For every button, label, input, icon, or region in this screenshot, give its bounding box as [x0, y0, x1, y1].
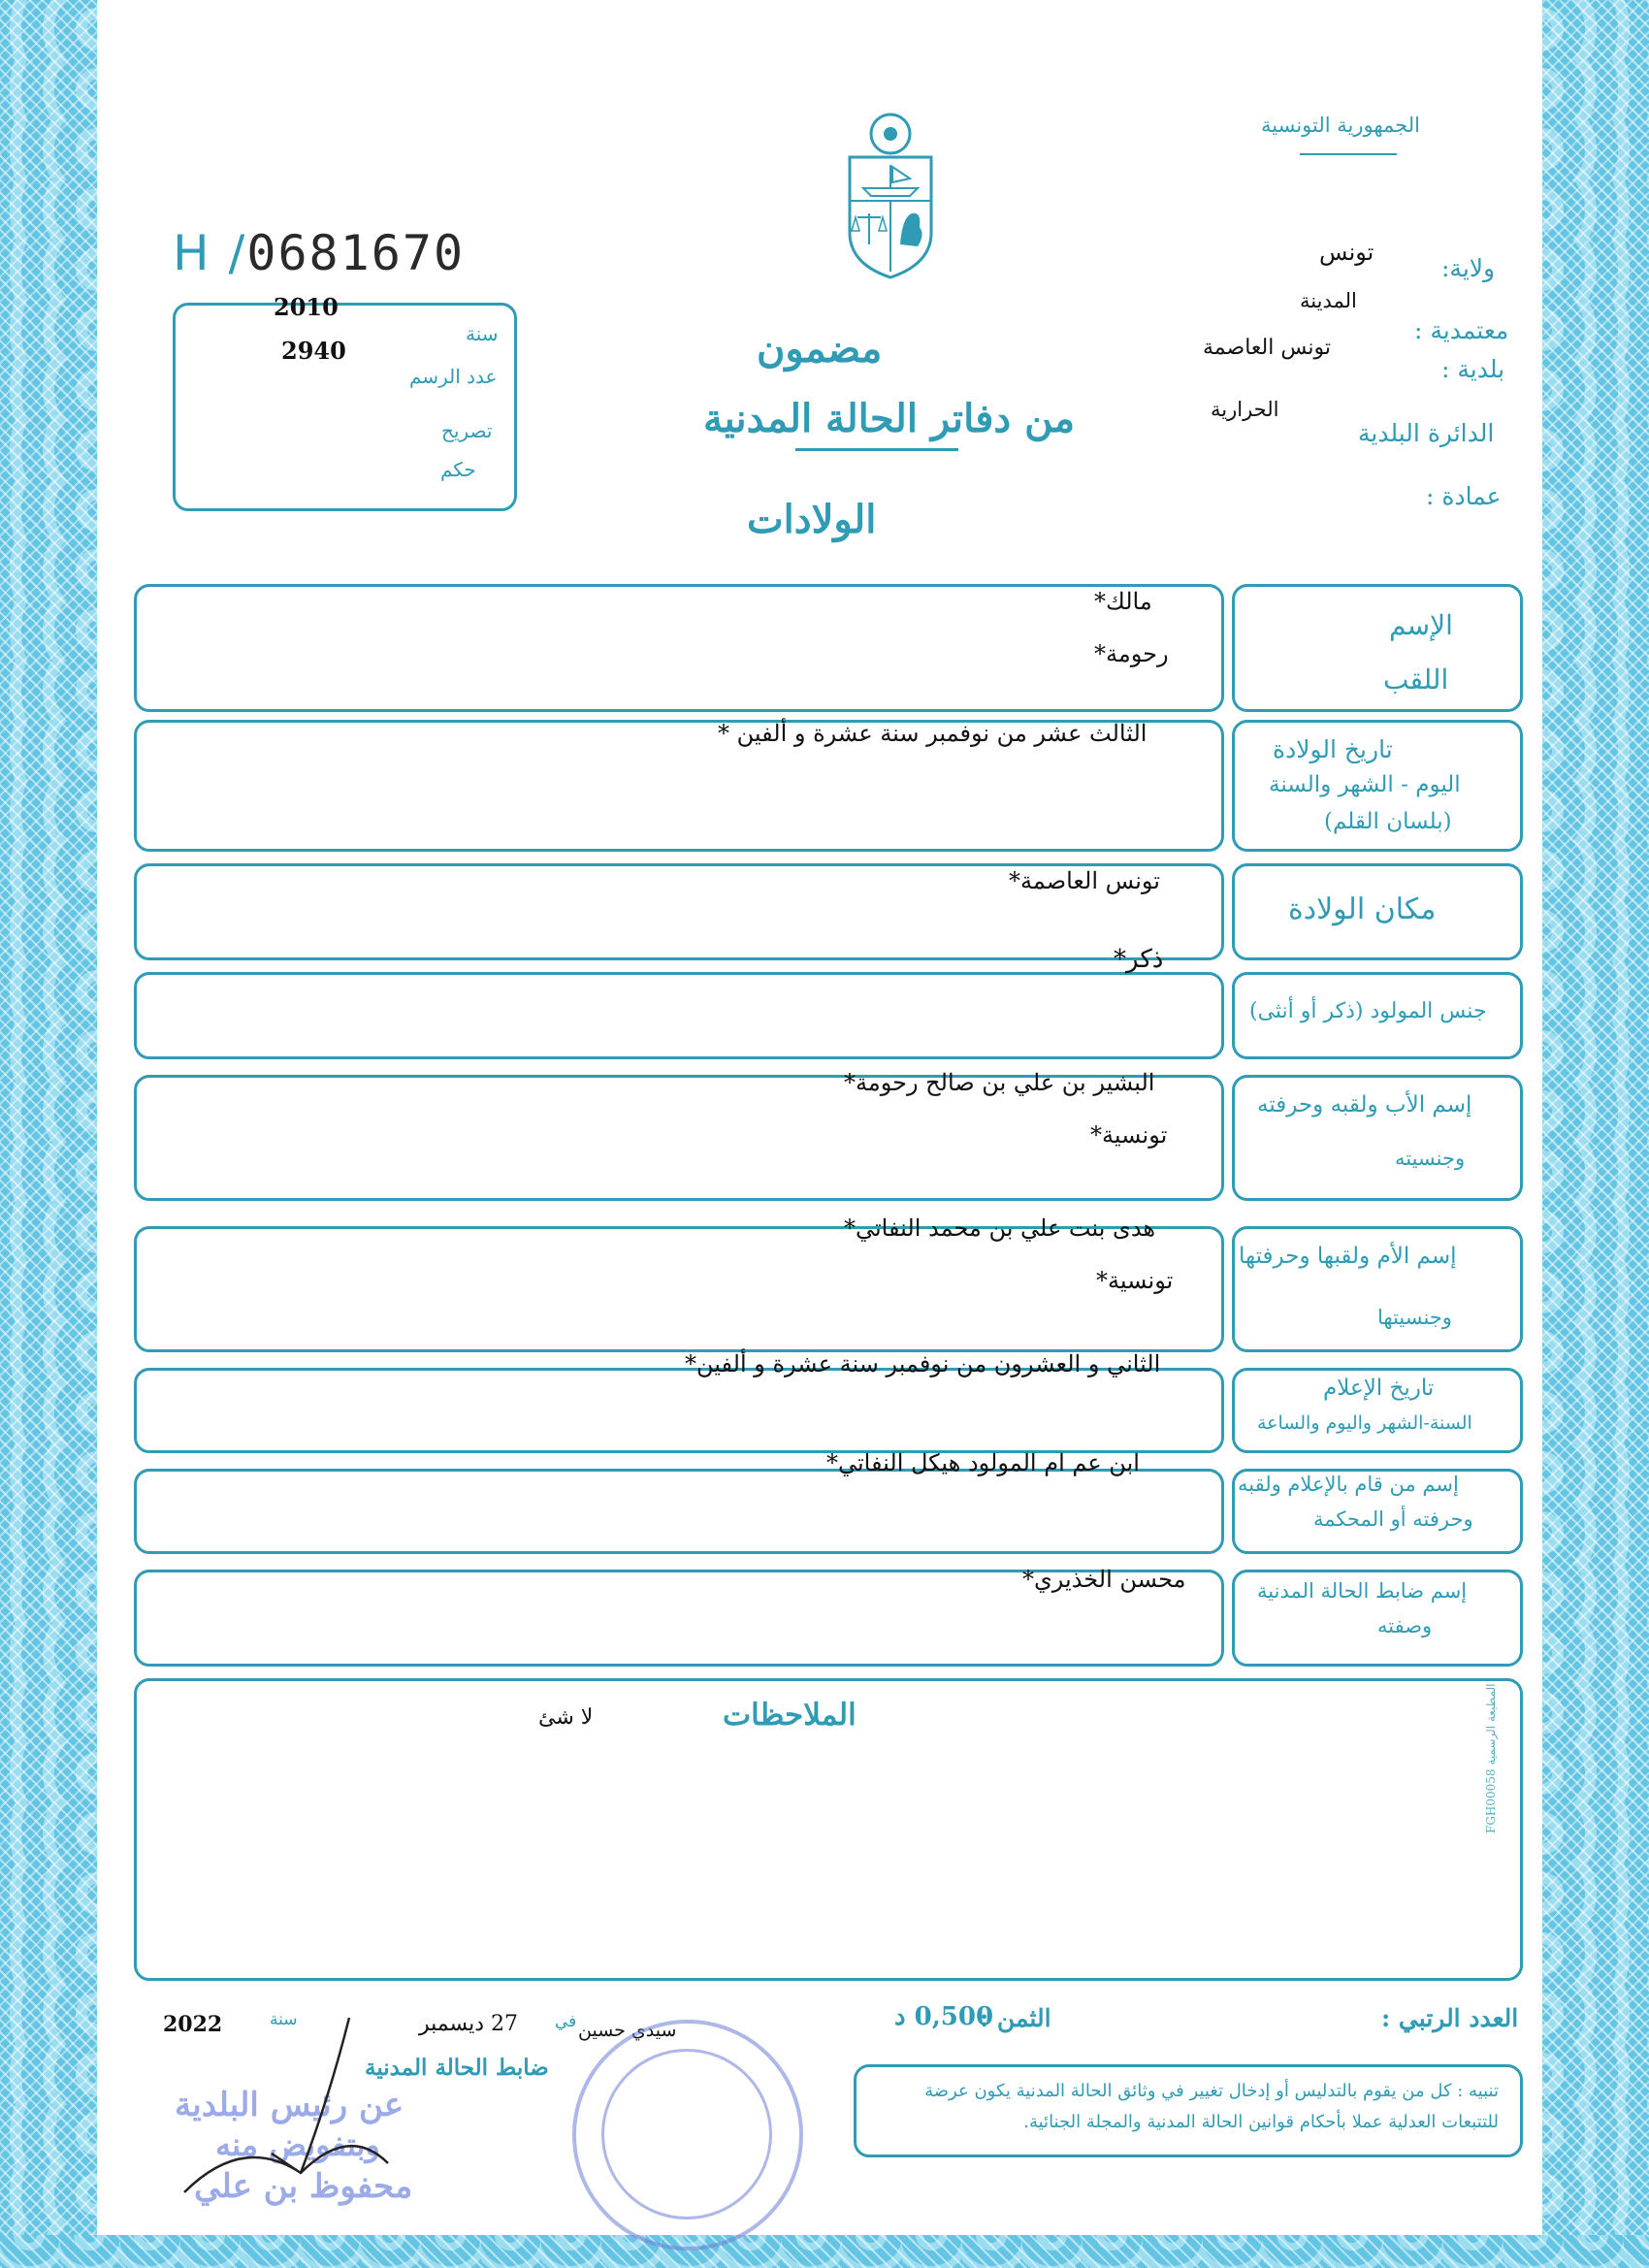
declaration-date-value-box — [134, 1368, 1224, 1453]
title-underline — [795, 448, 958, 451]
sector-label: عمادة : — [1426, 482, 1502, 510]
declaration-date-value: الثاني و العشرون من نوفمبر سنة عشرة و ألفين* — [685, 1350, 1161, 1377]
birth-date-value: الثالث عشر من نوفمبر سنة عشرة و ألفين * — [718, 720, 1148, 747]
name-value-box — [134, 584, 1224, 712]
footer-date-prefix: في — [555, 2012, 577, 2031]
serial-value: 0681670 — [246, 225, 466, 281]
country-underline — [1300, 153, 1397, 155]
title-content: مضمون — [757, 326, 883, 372]
governorate-label: ولاية: — [1441, 254, 1496, 282]
round-stamp — [572, 2020, 803, 2251]
footer-year-value: 2022 — [163, 2012, 223, 2037]
birth-place-label: مكان الولادة — [1288, 892, 1437, 926]
notes-value: لا شئ — [538, 1705, 594, 1730]
footer-officer-title: ضابط الحالة المدنية — [365, 2055, 549, 2081]
father-nationality: تونسية* — [1090, 1121, 1168, 1149]
officer-value: محسن الخذيري* — [1022, 1566, 1186, 1593]
registry-declaration-label: تصريح — [441, 419, 493, 442]
coat-of-arms-icon — [842, 109, 939, 281]
registry-year-label: سنة — [466, 322, 499, 345]
father-value: البشير بن علي بن صالح رحومة* — [844, 1069, 1155, 1096]
registry-number-label: عدد الرسم — [409, 365, 498, 388]
father-label-2: وجنسيته — [1395, 1147, 1466, 1170]
printer-mark: المطبعة الرسمية FGH00058 — [1484, 1683, 1498, 1833]
title-registers: من دفاتر الحالة المدنية — [703, 396, 1075, 441]
declaration-date-label-1: تاريخ الإعلام — [1323, 1376, 1435, 1401]
mother-label-1: إسم الأم ولقبها وحرفتها — [1239, 1244, 1457, 1269]
delegation-value: المدينة — [1300, 289, 1357, 312]
title-births: الولادات — [747, 497, 877, 542]
registry-number-value: 2940 — [281, 337, 346, 365]
bottom-guilloche-border — [0, 2235, 1649, 2268]
country-name: الجمهورية التونسية — [1261, 113, 1420, 137]
birth-place-value: تونس العاصمة* — [1009, 867, 1160, 894]
sex-value-box — [134, 972, 1224, 1059]
municipality-value: تونس العاصمة — [1203, 336, 1331, 360]
district-label: الدائرة البلدية — [1358, 419, 1495, 447]
name-value: مالك* — [1094, 588, 1152, 615]
registry-year-value: 2010 — [274, 293, 339, 321]
mother-value-box — [134, 1226, 1224, 1352]
name-label-box — [1232, 584, 1523, 712]
officer-label-2: وصفته — [1377, 1614, 1433, 1637]
stamp-line-2: وبتفويض منه — [215, 2126, 380, 2163]
birth-date-label-2: اليوم - الشهر والسنة — [1269, 772, 1461, 797]
municipality-label: بلدية : — [1441, 355, 1505, 383]
footer-price-value: 0,500 د — [894, 2002, 994, 2031]
mother-value: هدى بنت علي بن محمد النفاتي* — [844, 1215, 1156, 1242]
district-value: الحرارية — [1211, 398, 1279, 421]
warning-text: تنبيه : كل من يقوم بالتدليس أو إدخال تغيير في وثائق الحالة المدنية يكون عرضة للتتبعات العدلية عملا بأحكام قوانين الحالة المدنية والمجلة الجنائية. — [924, 2081, 1499, 2132]
stamp-line-1: عن رئيس البلدية — [175, 2086, 404, 2124]
surname-value: رحومة* — [1094, 640, 1169, 667]
footer-date-value: 27 ديسمبر — [419, 2012, 519, 2036]
sex-label: جنس المولود (ذكر أو أنثى) — [1249, 999, 1487, 1023]
birth-date-label-1: تاريخ الولادة — [1273, 735, 1393, 763]
declarant-label-1: إسم من قام بالإعلام ولقبه — [1238, 1473, 1459, 1496]
serial-number — [173, 225, 465, 281]
serial-prefix: H / — [173, 225, 247, 281]
declaration-date-label-2: السنة-الشهر واليوم والساعة — [1257, 1412, 1472, 1434]
signature — [155, 2008, 407, 2202]
mother-label-2: وجنسيتها — [1377, 1306, 1452, 1329]
left-guilloche-border — [0, 0, 97, 2268]
father-label-1: إسم الأب ولقبه وحرفته — [1257, 1092, 1472, 1118]
governorate-value: تونس — [1319, 239, 1374, 266]
declarant-label-2: وحرفته أو المحكمة — [1313, 1507, 1473, 1531]
registry-judgment-label: حكم — [440, 458, 476, 481]
surname-label: اللقب — [1383, 664, 1449, 696]
footer-price-label: الثمن : — [980, 2004, 1051, 2032]
name-label: الإسم — [1389, 609, 1453, 641]
stamp-line-3: محفوظ بن علي — [194, 2167, 413, 2206]
right-guilloche-border — [1542, 0, 1649, 2268]
notes-label: الملاحظات — [723, 1698, 857, 1733]
birth-date-label-3: (بلسان القلم) — [1324, 809, 1452, 834]
delegation-label: معتمدية : — [1414, 316, 1509, 344]
officer-label-1: إسم ضابط الحالة المدنية — [1257, 1579, 1468, 1603]
footer-year-label: سنة — [270, 2010, 298, 2029]
declarant-value-box — [134, 1469, 1224, 1554]
mother-nationality: تونسية* — [1096, 1267, 1174, 1294]
declarant-value: ابن عم ام المولود هيكل النفاتي* — [826, 1449, 1140, 1476]
sex-value: ذكر* — [1114, 945, 1164, 974]
footer-place: سيدي حسين — [578, 2020, 677, 2041]
footer-serial-label: العدد الرتبي : — [1381, 2004, 1519, 2032]
